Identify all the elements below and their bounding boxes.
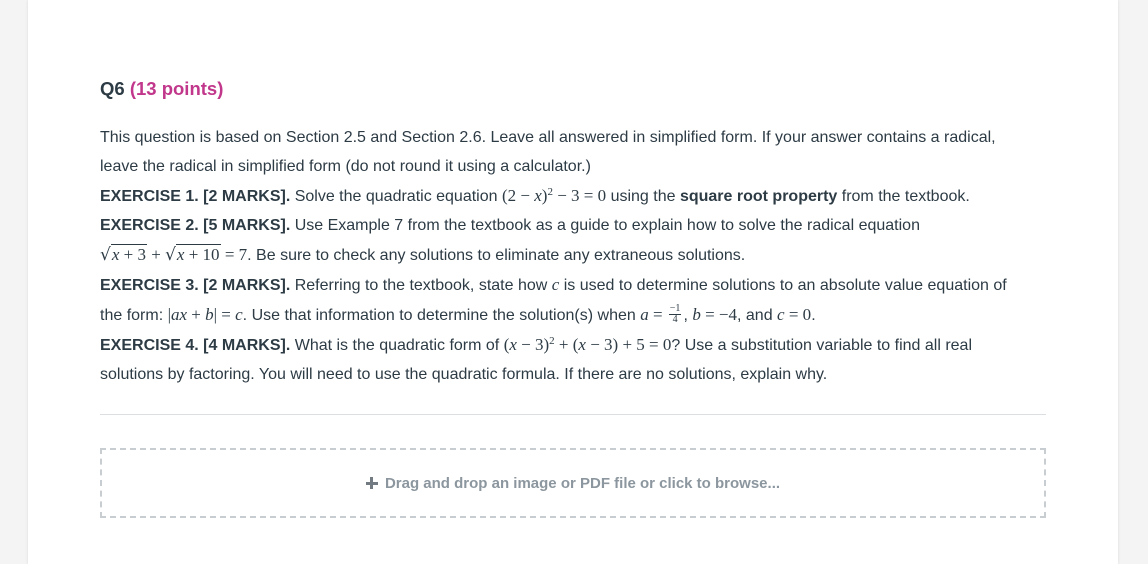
exercise-2-line2: √x + 3 + √x + 10 = 7. Be sure to check any solutions to eliminate any extraneous solutions. <box>100 245 746 265</box>
upload-label: Drag and drop an image or PDF file or click to browse... <box>384 474 781 492</box>
absolute-value-equation: |ax + b| = c <box>167 305 243 324</box>
question-text <box>100 123 1050 389</box>
exercise-3-line2: the form: |ax + b| = c. Use that information to determine the solution(s) when a = $\frac{-1}{4}$ , b = −4, and c = 0. <box>100 302 816 325</box>
fraction: $\frac{-1}{4}$ <box>669 302 681 325</box>
question-header <box>100 78 223 100</box>
exercise-4-line2: solutions by factoring. You will need to use the quadratic formula. If there are no solutions, explain why. <box>100 366 828 383</box>
question-number: Q6 <box>100 78 125 99</box>
exercise-label: EXERCISE 1. [2 MARKS]. <box>100 188 291 205</box>
exercise-label: EXERCISE 3. [2 MARKS]. <box>100 277 291 294</box>
exercise-1: EXERCISE 1. [2 MARKS]. Solve the quadratic equation $(2 - x)^2 - 3 = 0$ using the square root property from the textbook. <box>100 186 970 205</box>
question-card <box>28 0 1118 564</box>
intro-text: This question is based on Section 2.5 and Section 2.6. Leave all answered in simplified form. If your answer contains a radical, <box>100 129 996 146</box>
divider <box>100 414 1046 415</box>
exercise-4: EXERCISE 4. [4 MARKS]. What is the quadratic form of $(x - 3)^2 + (x - 3) + 5 = 0$? Use a substitution variable to find all real <box>100 335 972 354</box>
exercise-2: EXERCISE 2. [5 MARKS]. Use Example 7 from the textbook as a guide to explain how to solve the radical equation <box>100 217 920 234</box>
question-points: (13 points) <box>129 78 224 99</box>
equation: $(2 - x)^2 - 3 = 0$ <box>501 186 607 205</box>
emphasis-text: square root property <box>679 188 838 205</box>
exercise-label: EXERCISE 2. [5 MARKS]. <box>100 217 291 234</box>
equation: $(x - 3)^2 + (x - 3) + 5 = 0$ <box>503 335 672 354</box>
file-upload-dropzone[interactable] <box>100 448 1046 518</box>
exercise-label: EXERCISE 4. [4 MARKS]. <box>100 337 291 354</box>
radical-equation: √x + 3 + √x + 10 = 7 <box>100 245 248 265</box>
exercise-3: EXERCISE 3. [2 MARKS]. Referring to the textbook, state how c is used to determine solutions to an absolute value equation of <box>100 275 1007 294</box>
plus-icon <box>366 477 378 489</box>
intro-text-line2: leave the radical in simplified form (do not round it using a calculator.) <box>100 158 591 175</box>
